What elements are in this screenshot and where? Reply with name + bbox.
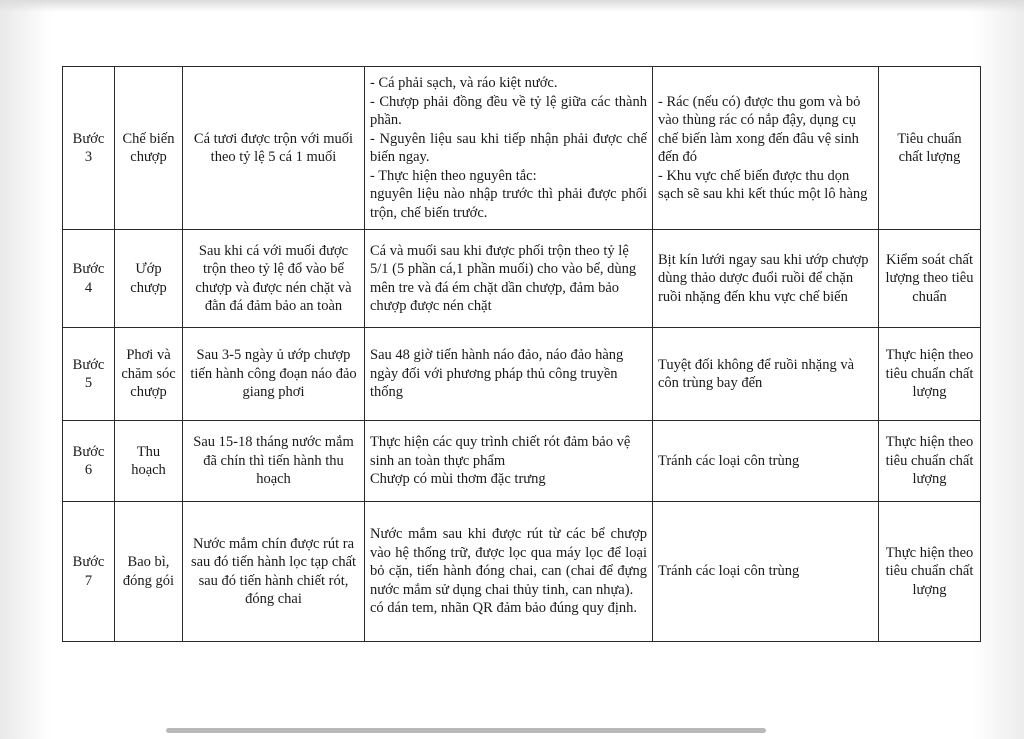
step-name-cell: Ướp chượp — [115, 230, 183, 328]
step-cell: Bước 4 — [63, 230, 115, 328]
description-cell: Cá tươi được trộn với muối theo tỷ lệ 5 cá 1 muối — [183, 67, 365, 230]
requirement-line: - Cá phải sạch, và ráo kiệt nước. — [370, 75, 558, 91]
requirement-line: - Thực hiện theo nguyên tắc: — [370, 167, 537, 184]
requirement-line: Chượp có mùi thơm đặc trưng — [370, 471, 546, 488]
requirement-line: - Nguyên liệu sau khi tiếp nhận phải được chế biến ngay. — [370, 130, 647, 165]
standard-cell: Thực hiện theo tiêu chuẩn chất lượng — [879, 328, 981, 421]
description-cell: Sau 15-18 tháng nước mắm đã chín thì tiến hành thu hoạch — [183, 421, 365, 502]
hygiene-line: - Rác (nếu có) được thu gom và bỏ vào thùng rác có nắp đậy, dụng cụ chế biến làm xong đến đâu vệ sinh đến đó — [658, 93, 861, 165]
hygiene-cell — [653, 328, 879, 421]
requirements-cell — [365, 67, 653, 230]
requirement-line: nguyên liệu nào nhập trước thì phải được phối trộn, chế biến trước. — [370, 186, 647, 221]
horizontal-scrollbar[interactable] — [166, 728, 766, 733]
page-top-shadow — [0, 0, 1024, 12]
step-cell: Bước 6 — [63, 421, 115, 502]
hygiene-line: Bịt kín lưới ngay sau khi ướp chượp dùng thảo dược đuổi ruồi để chặn ruồi nhặng đến khu vực chế biến — [658, 251, 869, 305]
hygiene-line: Tuyệt đối không để ruồi nhặng và côn trùng bay đến — [658, 356, 855, 391]
standard-cell: Tiêu chuẩn chất lượng — [879, 67, 981, 230]
hygiene-line: Tránh các loại côn trùng — [658, 563, 800, 580]
table-row-step-7 — [63, 502, 981, 642]
table-row-step-5 — [63, 328, 981, 421]
step-cell: Bước 5 — [63, 328, 115, 421]
step-name-cell: Phơi và chăm sóc chượp — [115, 328, 183, 421]
standard-cell: Thực hiện theo tiêu chuẩn chất lượng — [879, 502, 981, 642]
description-cell: Sau khi cá với muối được trộn theo tỷ lệ đổ vào bể chượp và được nén chặt và đằn đá đảm bảo an toàn — [183, 230, 365, 328]
requirement-line: Cá và muối sau khi được phối trộn theo tỷ lệ 5/1 (5 phần cá,1 phần muối) cho vào bể, dùng mên tre và đá ém chặt dần chượp, đảm bảo chượp được nén chặt — [370, 242, 637, 314]
requirement-line: có dán tem, nhãn QR đảm bảo đúng quy định. — [370, 600, 637, 617]
requirements-cell — [365, 328, 653, 421]
description-cell: Nước mắm chín được rút ra sau đó tiến hành lọc tạp chất sau đó tiến hành chiết rót, đóng chai — [183, 502, 365, 642]
requirements-cell — [365, 421, 653, 502]
hygiene-line: Tránh các loại côn trùng — [658, 452, 800, 469]
requirement-line: - Chượp phải đồng đều về tỷ lệ giữa các thành phần. — [370, 93, 647, 128]
hygiene-cell — [653, 67, 879, 230]
hygiene-cell — [653, 230, 879, 328]
hygiene-cell — [653, 421, 879, 502]
requirements-cell — [365, 230, 653, 328]
hygiene-line: - Khu vực chế biến được thu dọn sạch sẽ sau khi kết thúc một lô hàng — [658, 167, 868, 202]
description-cell: Sau 3-5 ngày ủ ướp chượp tiến hành công đoạn náo đảo giang phơi — [183, 328, 365, 421]
requirement-line: Sau 48 giờ tiến hành náo đảo, náo đảo hàng ngày đối với phương pháp thủ công truyền thống — [370, 347, 624, 401]
process-table — [62, 66, 981, 642]
step-name-cell: Chế biến chượp — [115, 67, 183, 230]
requirement-line: Thực hiện các quy trình chiết rót đảm bảo vệ sinh an toàn thực phẩm — [370, 434, 631, 469]
step-cell: Bước 3 — [63, 67, 115, 230]
standard-cell: Thực hiện theo tiêu chuẩn chất lượng — [879, 421, 981, 502]
step-cell: Bước 7 — [63, 502, 115, 642]
hygiene-cell — [653, 502, 879, 642]
requirements-cell — [365, 502, 653, 642]
table-row-step-6 — [63, 421, 981, 502]
step-name-cell: Thu hoạch — [115, 421, 183, 502]
requirement-line: Nước mắm sau khi được rút từ các bể chượp vào hệ thống trữ, được lọc qua máy lọc để loại bỏ cặn, tiến hành đóng chai, can (chai để đựng nước mắm sử dụng chai thủy tinh, can nhựa). — [370, 526, 647, 598]
step-name-cell: Bao bì, đóng gói — [115, 502, 183, 642]
table-row-step-4 — [63, 230, 981, 328]
standard-cell: Kiểm soát chất lượng theo tiêu chuẩn — [879, 230, 981, 328]
table-row-step-3 — [63, 67, 981, 230]
